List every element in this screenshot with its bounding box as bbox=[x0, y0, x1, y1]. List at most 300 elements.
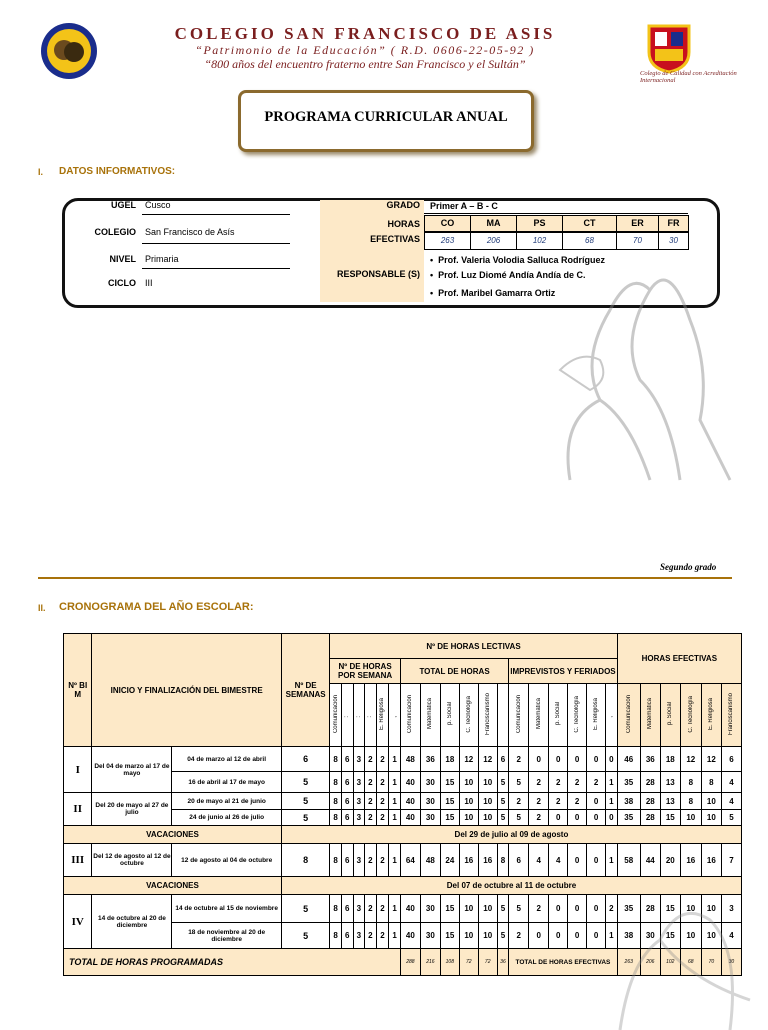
value-cell: 2 bbox=[509, 793, 529, 810]
hours-value-fr: 30 bbox=[658, 232, 689, 250]
section2-number: II. bbox=[38, 603, 46, 613]
effective-label: TOTAL DE HORAS EFECTIVAS bbox=[509, 949, 617, 976]
value-cell: 6 bbox=[509, 844, 529, 877]
value-cell: 10 bbox=[701, 895, 721, 923]
value-cell: 18 bbox=[660, 747, 680, 772]
effective-cell: 102 bbox=[660, 949, 680, 976]
value-cell: 10 bbox=[459, 810, 478, 826]
value-cell: 0 bbox=[606, 810, 618, 826]
section-rule bbox=[38, 577, 732, 579]
value-cell: 3 bbox=[353, 895, 365, 923]
value-cell: 2 bbox=[376, 747, 389, 772]
value-cell: 1 bbox=[389, 844, 401, 877]
value-cell: 48 bbox=[400, 747, 420, 772]
value-cell: 1 bbox=[606, 923, 618, 949]
value-cell: 2 bbox=[529, 895, 549, 923]
value-cell: 48 bbox=[420, 844, 440, 877]
header-por-semana: Nº DE HORAS POR SEMANA bbox=[330, 659, 401, 684]
label-ugel: UGEL bbox=[110, 200, 136, 210]
total-cell: 72 bbox=[459, 949, 478, 976]
value-cell: 44 bbox=[640, 844, 660, 877]
value-cell: 0 bbox=[568, 923, 587, 949]
value-cell: 8 bbox=[330, 844, 342, 877]
value-cell: 2 bbox=[606, 895, 618, 923]
value-cell: 8 bbox=[497, 844, 509, 877]
value-ciclo: III bbox=[145, 278, 153, 288]
value-cell: 12 bbox=[680, 747, 701, 772]
period-cell: 04 de marzo al 12 de abril bbox=[172, 747, 282, 772]
section2-title: CRONOGRAMA DEL AÑO ESCOLAR: bbox=[59, 601, 254, 613]
value-cell: 8 bbox=[330, 747, 342, 772]
value-cell: 28 bbox=[640, 895, 660, 923]
value-cell: 2 bbox=[549, 772, 568, 793]
value-cell: 12 bbox=[478, 747, 497, 772]
header-inicio: INICIO Y FINALIZACIÓN DEL BIMESTRE bbox=[92, 634, 282, 747]
value-cell: 16 bbox=[680, 844, 701, 877]
value-cell: 2 bbox=[365, 844, 377, 877]
value-cell: 10 bbox=[701, 923, 721, 949]
value-cell: 0 bbox=[587, 793, 606, 810]
value-cell: 3 bbox=[353, 793, 365, 810]
value-cell: 30 bbox=[420, 895, 440, 923]
bimester-number: I bbox=[64, 747, 92, 793]
value-cell: 8 bbox=[701, 772, 721, 793]
header-imprevistos: IMPREVISTOS Y FERIADOS bbox=[509, 659, 617, 684]
value-cell: 18 bbox=[440, 747, 459, 772]
value-cell: 10 bbox=[680, 895, 701, 923]
value-cell: 4 bbox=[549, 844, 568, 877]
value-cell: 5 bbox=[509, 895, 529, 923]
column-label: Matemática bbox=[427, 698, 434, 730]
divider bbox=[142, 268, 290, 269]
label-grado: GRADO bbox=[386, 200, 420, 210]
divider bbox=[142, 243, 290, 244]
subheader-cell bbox=[478, 684, 497, 747]
label-responsable: RESPONSABLE (S) bbox=[336, 269, 420, 279]
wolf-watermark-icon bbox=[540, 250, 740, 500]
header-lectivas: Nº DE HORAS LECTIVAS bbox=[330, 634, 617, 659]
value-cell: 6 bbox=[497, 747, 509, 772]
value-cell: 6 bbox=[341, 772, 353, 793]
value-cell: 2 bbox=[376, 772, 389, 793]
effective-cell: 206 bbox=[640, 949, 660, 976]
value-cell: 35 bbox=[617, 810, 640, 826]
value-cell: 13 bbox=[660, 772, 680, 793]
subheader-cell bbox=[617, 684, 640, 747]
total-cell: 36 bbox=[497, 949, 509, 976]
section1-title: DATOS INFORMATIVOS: bbox=[59, 166, 176, 177]
subheader-cell bbox=[549, 684, 568, 747]
value-cell: 0 bbox=[587, 923, 606, 949]
effective-cell: 68 bbox=[680, 949, 701, 976]
bimester-number: IV bbox=[64, 895, 92, 949]
header-nbim: Nº BI M bbox=[64, 634, 92, 747]
total-cell: 288 bbox=[400, 949, 420, 976]
value-cell: 0 bbox=[606, 747, 618, 772]
table-row bbox=[64, 793, 742, 810]
column-label: : bbox=[344, 715, 351, 718]
program-title: PROGRAMA CURRICULAR ANUAL bbox=[264, 109, 508, 125]
value-cell: 35 bbox=[617, 772, 640, 793]
subheader-cell bbox=[587, 684, 606, 747]
column-label: p. Social bbox=[446, 702, 453, 726]
subheader-cell bbox=[365, 684, 377, 747]
value-cell: 5 bbox=[497, 810, 509, 826]
subheader-cell bbox=[701, 684, 721, 747]
subheader-cell bbox=[640, 684, 660, 747]
subheader-cell bbox=[389, 684, 401, 747]
value-cell: 36 bbox=[640, 747, 660, 772]
weeks-cell: 5 bbox=[281, 810, 329, 826]
value-cell: 15 bbox=[440, 810, 459, 826]
value-cell: 3 bbox=[353, 810, 365, 826]
value-cell: 10 bbox=[478, 772, 497, 793]
value-cell: 10 bbox=[701, 810, 721, 826]
value-cell: 1 bbox=[606, 844, 618, 877]
total-cell: 72 bbox=[478, 949, 497, 976]
weeks-cell: 5 bbox=[281, 793, 329, 810]
hours-header-er: ER bbox=[616, 215, 659, 232]
value-cell: 0 bbox=[587, 747, 606, 772]
grade-note: Segundo grado bbox=[660, 562, 717, 572]
value-cell: 2 bbox=[568, 772, 587, 793]
section1-number: I. bbox=[38, 167, 44, 177]
value-cell: 4 bbox=[721, 793, 741, 810]
value-cell: 0 bbox=[587, 810, 606, 826]
column-label: Franciscanismo bbox=[728, 692, 735, 735]
value-cell: 15 bbox=[660, 810, 680, 826]
vacation-label: VACACIONES bbox=[64, 826, 282, 844]
column-label: Comunicación bbox=[515, 694, 522, 734]
value-cell: 28 bbox=[640, 793, 660, 810]
value-cell: 40 bbox=[400, 923, 420, 949]
table-row bbox=[64, 844, 742, 877]
value-cell: 1 bbox=[389, 772, 401, 793]
value-cell: 3 bbox=[721, 895, 741, 923]
value-cell: 4 bbox=[721, 923, 741, 949]
bimester-number: III bbox=[64, 844, 92, 877]
value-cell: 13 bbox=[660, 793, 680, 810]
period-cell: 12 de agosto al 04 de octubre bbox=[172, 844, 282, 877]
value-cell: 24 bbox=[440, 844, 459, 877]
value-cell: 2 bbox=[376, 923, 389, 949]
hours-header-co: CO bbox=[424, 215, 471, 232]
value-cell: 8 bbox=[330, 923, 342, 949]
value-cell: 30 bbox=[420, 772, 440, 793]
subheader-cell bbox=[420, 684, 440, 747]
header-semanas: Nº DE SEMANAS bbox=[281, 634, 329, 747]
value-cell: 6 bbox=[341, 895, 353, 923]
value-cell: 0 bbox=[549, 923, 568, 949]
value-cell: 0 bbox=[568, 810, 587, 826]
value-cell: 46 bbox=[617, 747, 640, 772]
hours-value-ma: 206 bbox=[470, 232, 517, 250]
column-label: : bbox=[367, 715, 374, 718]
value-cell: 12 bbox=[459, 747, 478, 772]
effective-cell: 70 bbox=[701, 949, 721, 976]
value-cell: 2 bbox=[365, 793, 377, 810]
value-ugel: Cusco bbox=[145, 200, 171, 210]
hours-header-ct: CT bbox=[562, 215, 617, 232]
period-cell: 24 de junio al 26 de julio bbox=[172, 810, 282, 826]
subheader-cell bbox=[353, 684, 365, 747]
value-cell: 8 bbox=[330, 810, 342, 826]
value-cell: 1 bbox=[389, 923, 401, 949]
value-cell: 2 bbox=[509, 747, 529, 772]
value-cell: 2 bbox=[376, 844, 389, 877]
value-cell: 8 bbox=[330, 793, 342, 810]
subheader-cell bbox=[341, 684, 353, 747]
vacation-label: VACACIONES bbox=[64, 877, 282, 895]
value-cell: 2 bbox=[376, 793, 389, 810]
value-cell: 7 bbox=[721, 844, 741, 877]
value-cell: 10 bbox=[478, 923, 497, 949]
column-label: , bbox=[608, 715, 615, 718]
weeks-cell: 6 bbox=[281, 747, 329, 772]
value-cell: 2 bbox=[365, 895, 377, 923]
value-cell: 10 bbox=[478, 793, 497, 810]
value-cell: 6 bbox=[341, 923, 353, 949]
effective-cell: 263 bbox=[617, 949, 640, 976]
subheader-cell bbox=[680, 684, 701, 747]
shield-icon bbox=[645, 22, 693, 74]
value-cell: 0 bbox=[529, 747, 549, 772]
column-label: E. Religiosa bbox=[593, 697, 600, 730]
datos-label-shade bbox=[320, 200, 424, 302]
wolf-watermark-icon bbox=[600, 880, 760, 1030]
column-label: : bbox=[355, 715, 362, 718]
label-nivel: NIVEL bbox=[109, 254, 136, 264]
value-cell: 4 bbox=[721, 772, 741, 793]
value-cell: 2 bbox=[365, 747, 377, 772]
value-cell: 40 bbox=[400, 793, 420, 810]
total-cell: 108 bbox=[440, 949, 459, 976]
header-efectivas: HORAS EFECTIVAS bbox=[617, 634, 741, 684]
subheader-cell bbox=[568, 684, 587, 747]
value-cell: 5 bbox=[497, 895, 509, 923]
value-cell: 6 bbox=[341, 793, 353, 810]
value-cell: 3 bbox=[353, 923, 365, 949]
value-cell: 10 bbox=[680, 810, 701, 826]
value-cell: 2 bbox=[529, 772, 549, 793]
value-cell: 0 bbox=[568, 895, 587, 923]
total-cell: 216 bbox=[420, 949, 440, 976]
weeks-cell: 5 bbox=[281, 772, 329, 793]
bimester-range: Del 20 de mayo al 27 de julio bbox=[92, 793, 172, 826]
value-cell: 3 bbox=[353, 747, 365, 772]
value-cell: 10 bbox=[701, 793, 721, 810]
value-cell: 0 bbox=[587, 844, 606, 877]
value-cell: 30 bbox=[420, 810, 440, 826]
value-cell: 0 bbox=[529, 923, 549, 949]
value-cell: 38 bbox=[617, 793, 640, 810]
hours-value-er: 70 bbox=[616, 232, 659, 250]
value-cell: 2 bbox=[568, 793, 587, 810]
value-cell: 10 bbox=[459, 793, 478, 810]
value-nivel: Primaria bbox=[145, 254, 179, 264]
value-cell: 15 bbox=[440, 923, 459, 949]
value-cell: 30 bbox=[420, 923, 440, 949]
effective-cell: 30 bbox=[721, 949, 741, 976]
vacation-dates: Del 07 de octubre al 11 de octubre bbox=[281, 877, 741, 895]
value-cell: 0 bbox=[568, 844, 587, 877]
header-row bbox=[64, 634, 742, 659]
period-cell: 18 de noviembre al 20 de diciembre bbox=[172, 923, 282, 949]
value-cell: 1 bbox=[389, 747, 401, 772]
value-cell: 2 bbox=[365, 923, 377, 949]
subheader-cell bbox=[721, 684, 741, 747]
value-cell: 1 bbox=[389, 895, 401, 923]
value-cell: 2 bbox=[509, 923, 529, 949]
vacation-row bbox=[64, 826, 742, 844]
value-cell: 10 bbox=[680, 923, 701, 949]
divider bbox=[142, 214, 290, 215]
value-cell: 5 bbox=[509, 810, 529, 826]
hours-value-ps: 102 bbox=[516, 232, 563, 250]
value-cell: 40 bbox=[400, 810, 420, 826]
value-cell: 10 bbox=[478, 895, 497, 923]
column-label: Matemática bbox=[535, 698, 542, 730]
value-cell: 30 bbox=[640, 923, 660, 949]
value-cell: 5 bbox=[721, 810, 741, 826]
value-cell: 2 bbox=[376, 810, 389, 826]
subheader-cell bbox=[440, 684, 459, 747]
value-cell: 10 bbox=[459, 923, 478, 949]
value-grado: Primer A – B - C bbox=[430, 201, 498, 211]
subheader-cell bbox=[660, 684, 680, 747]
value-cell: 28 bbox=[640, 772, 660, 793]
column-label: C. Tecnología bbox=[574, 695, 581, 733]
weeks-cell: 8 bbox=[281, 844, 329, 877]
value-cell: 64 bbox=[400, 844, 420, 877]
bimester-number: II bbox=[64, 793, 92, 826]
value-cell: 1 bbox=[389, 810, 401, 826]
logo-caption: Colegio de Calidad con Acreditación Internacional bbox=[640, 70, 737, 84]
subheader-cell bbox=[606, 684, 618, 747]
column-label: Matemática bbox=[647, 698, 654, 730]
value-cell: 5 bbox=[509, 772, 529, 793]
vacation-dates: Del 29 de julio al 09 de agosto bbox=[281, 826, 741, 844]
label-colegio: COLEGIO bbox=[94, 227, 136, 237]
value-cell: 8 bbox=[680, 772, 701, 793]
subheader-cell bbox=[400, 684, 420, 747]
total-label: TOTAL DE HORAS PROGRAMADAS bbox=[64, 949, 401, 976]
value-cell: 20 bbox=[660, 844, 680, 877]
value-cell: 15 bbox=[660, 895, 680, 923]
column-label: , bbox=[391, 715, 398, 718]
hours-value-co: 263 bbox=[424, 232, 471, 250]
header-total: TOTAL DE HORAS bbox=[400, 659, 508, 684]
bimester-range: Del 04 de marzo al 17 de mayo bbox=[92, 747, 172, 793]
value-cell: 16 bbox=[478, 844, 497, 877]
value-cell: 10 bbox=[459, 895, 478, 923]
responsable-3: • Prof. Maribel Gamarra Ortiz bbox=[430, 288, 556, 298]
column-label: E. Religiosa bbox=[708, 697, 715, 730]
value-cell: 0 bbox=[549, 895, 568, 923]
subheader-cell bbox=[459, 684, 478, 747]
column-label: Franciscanismo bbox=[484, 692, 491, 735]
value-cell: 5 bbox=[497, 793, 509, 810]
value-cell: 6 bbox=[721, 747, 741, 772]
value-cell: 3 bbox=[353, 772, 365, 793]
value-cell: 15 bbox=[440, 793, 459, 810]
responsable-1: • Prof. Valeria Volodia Salluca Rodríguez bbox=[430, 255, 606, 265]
value-cell: 10 bbox=[478, 810, 497, 826]
label-efectivas: EFECTIVAS bbox=[370, 234, 420, 244]
value-cell: 1 bbox=[606, 793, 618, 810]
column-label: p. Social bbox=[667, 702, 674, 726]
value-cell: 15 bbox=[440, 772, 459, 793]
period-cell: 20 de mayo al 21 de junio bbox=[172, 793, 282, 810]
value-cell: 1 bbox=[606, 772, 618, 793]
value-cell: 4 bbox=[529, 844, 549, 877]
value-cell: 15 bbox=[660, 923, 680, 949]
value-cell: 58 bbox=[617, 844, 640, 877]
value-cell: 2 bbox=[529, 810, 549, 826]
column-label: E. Religiosa bbox=[379, 697, 386, 730]
value-cell: 36 bbox=[420, 747, 440, 772]
value-cell: 8 bbox=[330, 895, 342, 923]
hours-header-ma: MA bbox=[470, 215, 517, 232]
value-cell: 40 bbox=[400, 772, 420, 793]
value-cell: 15 bbox=[440, 895, 459, 923]
school-crest-icon bbox=[40, 22, 98, 80]
subheader-cell bbox=[330, 684, 342, 747]
value-cell: 6 bbox=[341, 810, 353, 826]
value-cell: 16 bbox=[701, 844, 721, 877]
column-label: C. Tecnología bbox=[465, 695, 472, 733]
value-colegio: San Francisco de Asís bbox=[145, 227, 235, 237]
bimester-range: Del 12 de agosto al 12 de octubre bbox=[92, 844, 172, 877]
value-cell: 28 bbox=[640, 810, 660, 826]
value-cell: 2 bbox=[549, 793, 568, 810]
value-cell: 3 bbox=[353, 844, 365, 877]
value-cell: 16 bbox=[459, 844, 478, 877]
value-cell: 30 bbox=[420, 793, 440, 810]
period-cell: 14 de octubre al 15 de noviembre bbox=[172, 895, 282, 923]
school-motto: “Patrimonio de la Educación” ( R.D. 0606-22-05-92 ) bbox=[195, 43, 535, 57]
hours-header-fr: FR bbox=[658, 215, 689, 232]
value-cell: 38 bbox=[617, 923, 640, 949]
weeks-cell: 5 bbox=[281, 895, 329, 923]
value-cell: 8 bbox=[680, 793, 701, 810]
column-label: Comunicación bbox=[625, 694, 632, 734]
school-name: COLEGIO SAN FRANCISCO DE ASIS bbox=[174, 24, 556, 43]
table-row bbox=[64, 747, 742, 772]
value-cell: 0 bbox=[549, 810, 568, 826]
divider bbox=[424, 213, 688, 214]
weeks-cell: 5 bbox=[281, 923, 329, 949]
subheader-cell bbox=[376, 684, 389, 747]
subheader-cell bbox=[497, 684, 509, 747]
value-cell: 5 bbox=[497, 923, 509, 949]
label-horas: HORAS bbox=[387, 219, 420, 229]
responsable-2: • Prof. Luz Diomé Andía Andía de C. bbox=[430, 270, 586, 280]
value-cell: 2 bbox=[365, 810, 377, 826]
subheader-cell bbox=[529, 684, 549, 747]
value-cell: 2 bbox=[376, 895, 389, 923]
value-cell: 2 bbox=[587, 772, 606, 793]
column-label: Comunicación bbox=[332, 694, 339, 734]
value-cell: 6 bbox=[341, 844, 353, 877]
value-cell: 10 bbox=[459, 772, 478, 793]
column-label: Comunicación bbox=[407, 694, 414, 734]
column-label: p. Social bbox=[555, 702, 562, 726]
bimester-range: 14 de octubre al 20 de diciembre bbox=[92, 895, 172, 949]
value-cell: 6 bbox=[341, 747, 353, 772]
value-cell: 40 bbox=[400, 895, 420, 923]
value-cell: 8 bbox=[330, 772, 342, 793]
